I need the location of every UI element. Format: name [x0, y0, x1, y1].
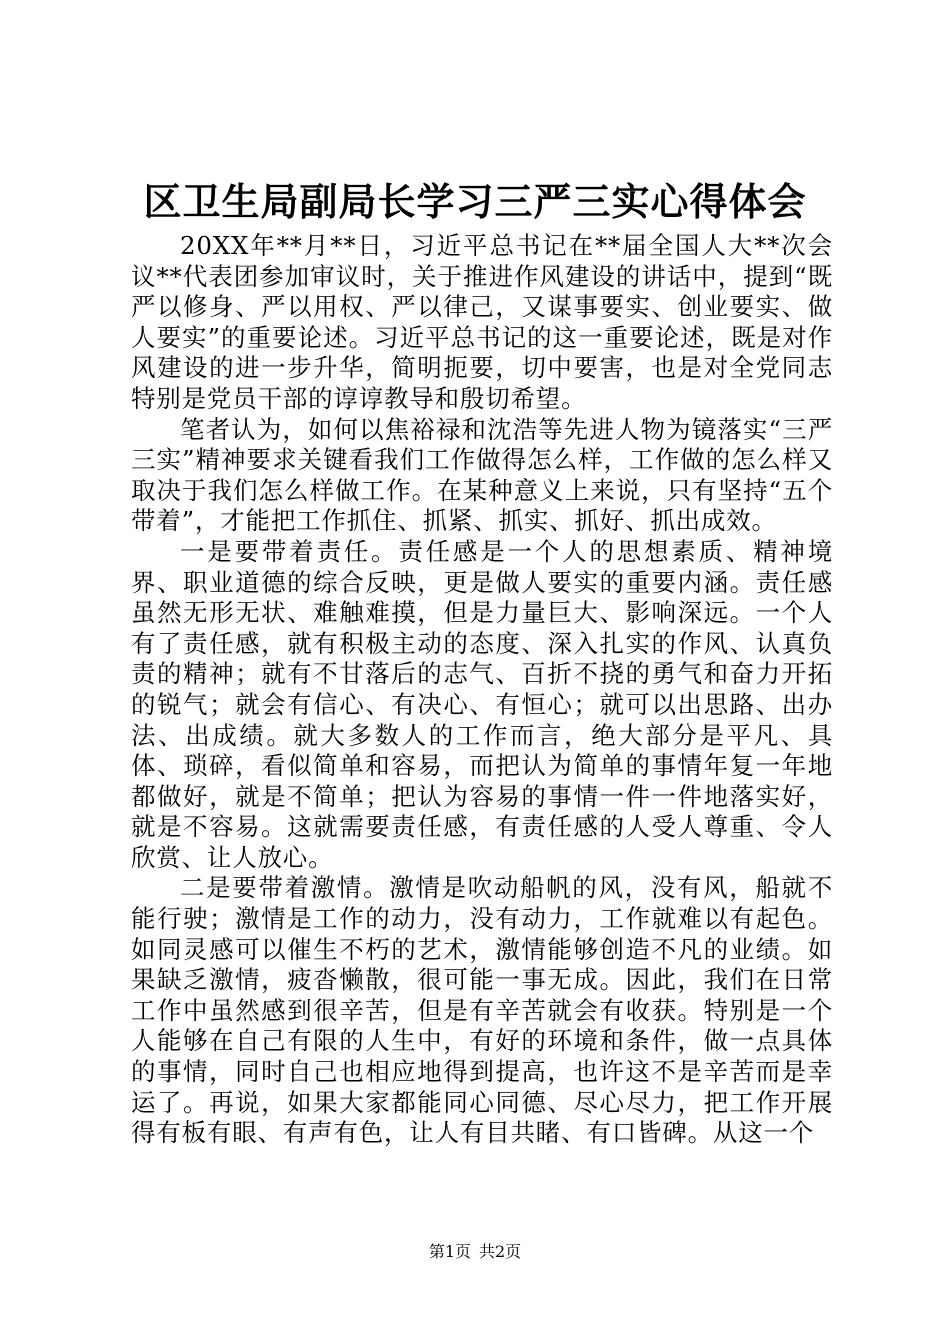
paragraph-1: 20XX年**月**日，习近平总书记在**届全国人大**次会议**代表团参加审议时，关于推进作风建设的讲话中，提到“既严以修身、严以用权、严以律己，又谋事要实、创业要实、做人要实”的重要论述。习近平总书记的这一重要论述，既是对作风建设的进一步升华，简明扼要，切中要害，也是对全党同志特别是党员干部的谆谆教导和殷切希望。	[131, 231, 833, 413]
paragraph-4: 二是要带着激情。激情是吹动船帆的风，没有风，船就不能行驶；激情是工作的动力，没有动力，工作就难以有起色。如同灵感可以催生不朽的艺术，激情能够创造不凡的业绩。如果缺乏激情，疲沓懒散，很可能一事无成。因此，我们在日常工作中虽然感到很辛苦，但是有辛苦就会有收获。特别是一个人能够在自己有限的人生中，有好的环境和条件，做一点具体的事情，同时自己也相应地得到提高，也许这不是辛苦而是幸运了。再说，如果大家都能同心同德、尽心尽力，把工作开展得有板有眼、有声有色，让人有目共睹、有口皆碑。从这一个	[131, 873, 833, 1148]
page-total: 共2页	[479, 1242, 522, 1261]
paragraph-2: 笔者认为，如何以焦裕禄和沈浩等先进人物为镜落实“三严三实”精神要求关键看我们工作做得怎么样，工作做的怎么样又取决于我们怎么样做工作。在某种意义上来说，只有坚持“五个带着”，才能把工作抓住、抓紧、抓实、抓好、抓出成效。	[131, 414, 834, 536]
page-number: 第1页	[428, 1242, 471, 1261]
paragraph-3: 一是要带着责任。责任感是一个人的思想素质、精神境界、职业道德的综合反映，更是做人要实的重要内涵。责任感虽然无形无状、难触难摸，但是力量巨大、影响深远。一个人有了责任感，就有积极主动的态度、深入扎实的作风、认真负责的精神；就有不甘落后的志气、百折不挠的勇气和奋力开拓的锐气；就会有信心、有决心、有恒心；就可以出思路、出办法、出成绩。就大多数人的工作而言，绝大部分是平凡、具体、琐碎，看似简单和容易，而把认为简单的事情年复一年地都做好，就是不简单；把认为容易的事情一件一件地落实好，就是不容易。这就需要责任感，有责任感的人受人尊重、令人欣赏、让人放心。	[131, 536, 833, 872]
document-body	[131, 231, 833, 1149]
page-footer	[0, 1241, 950, 1263]
document-title: 区卫生局副局长学习三严三实心得体会	[143, 179, 807, 224]
